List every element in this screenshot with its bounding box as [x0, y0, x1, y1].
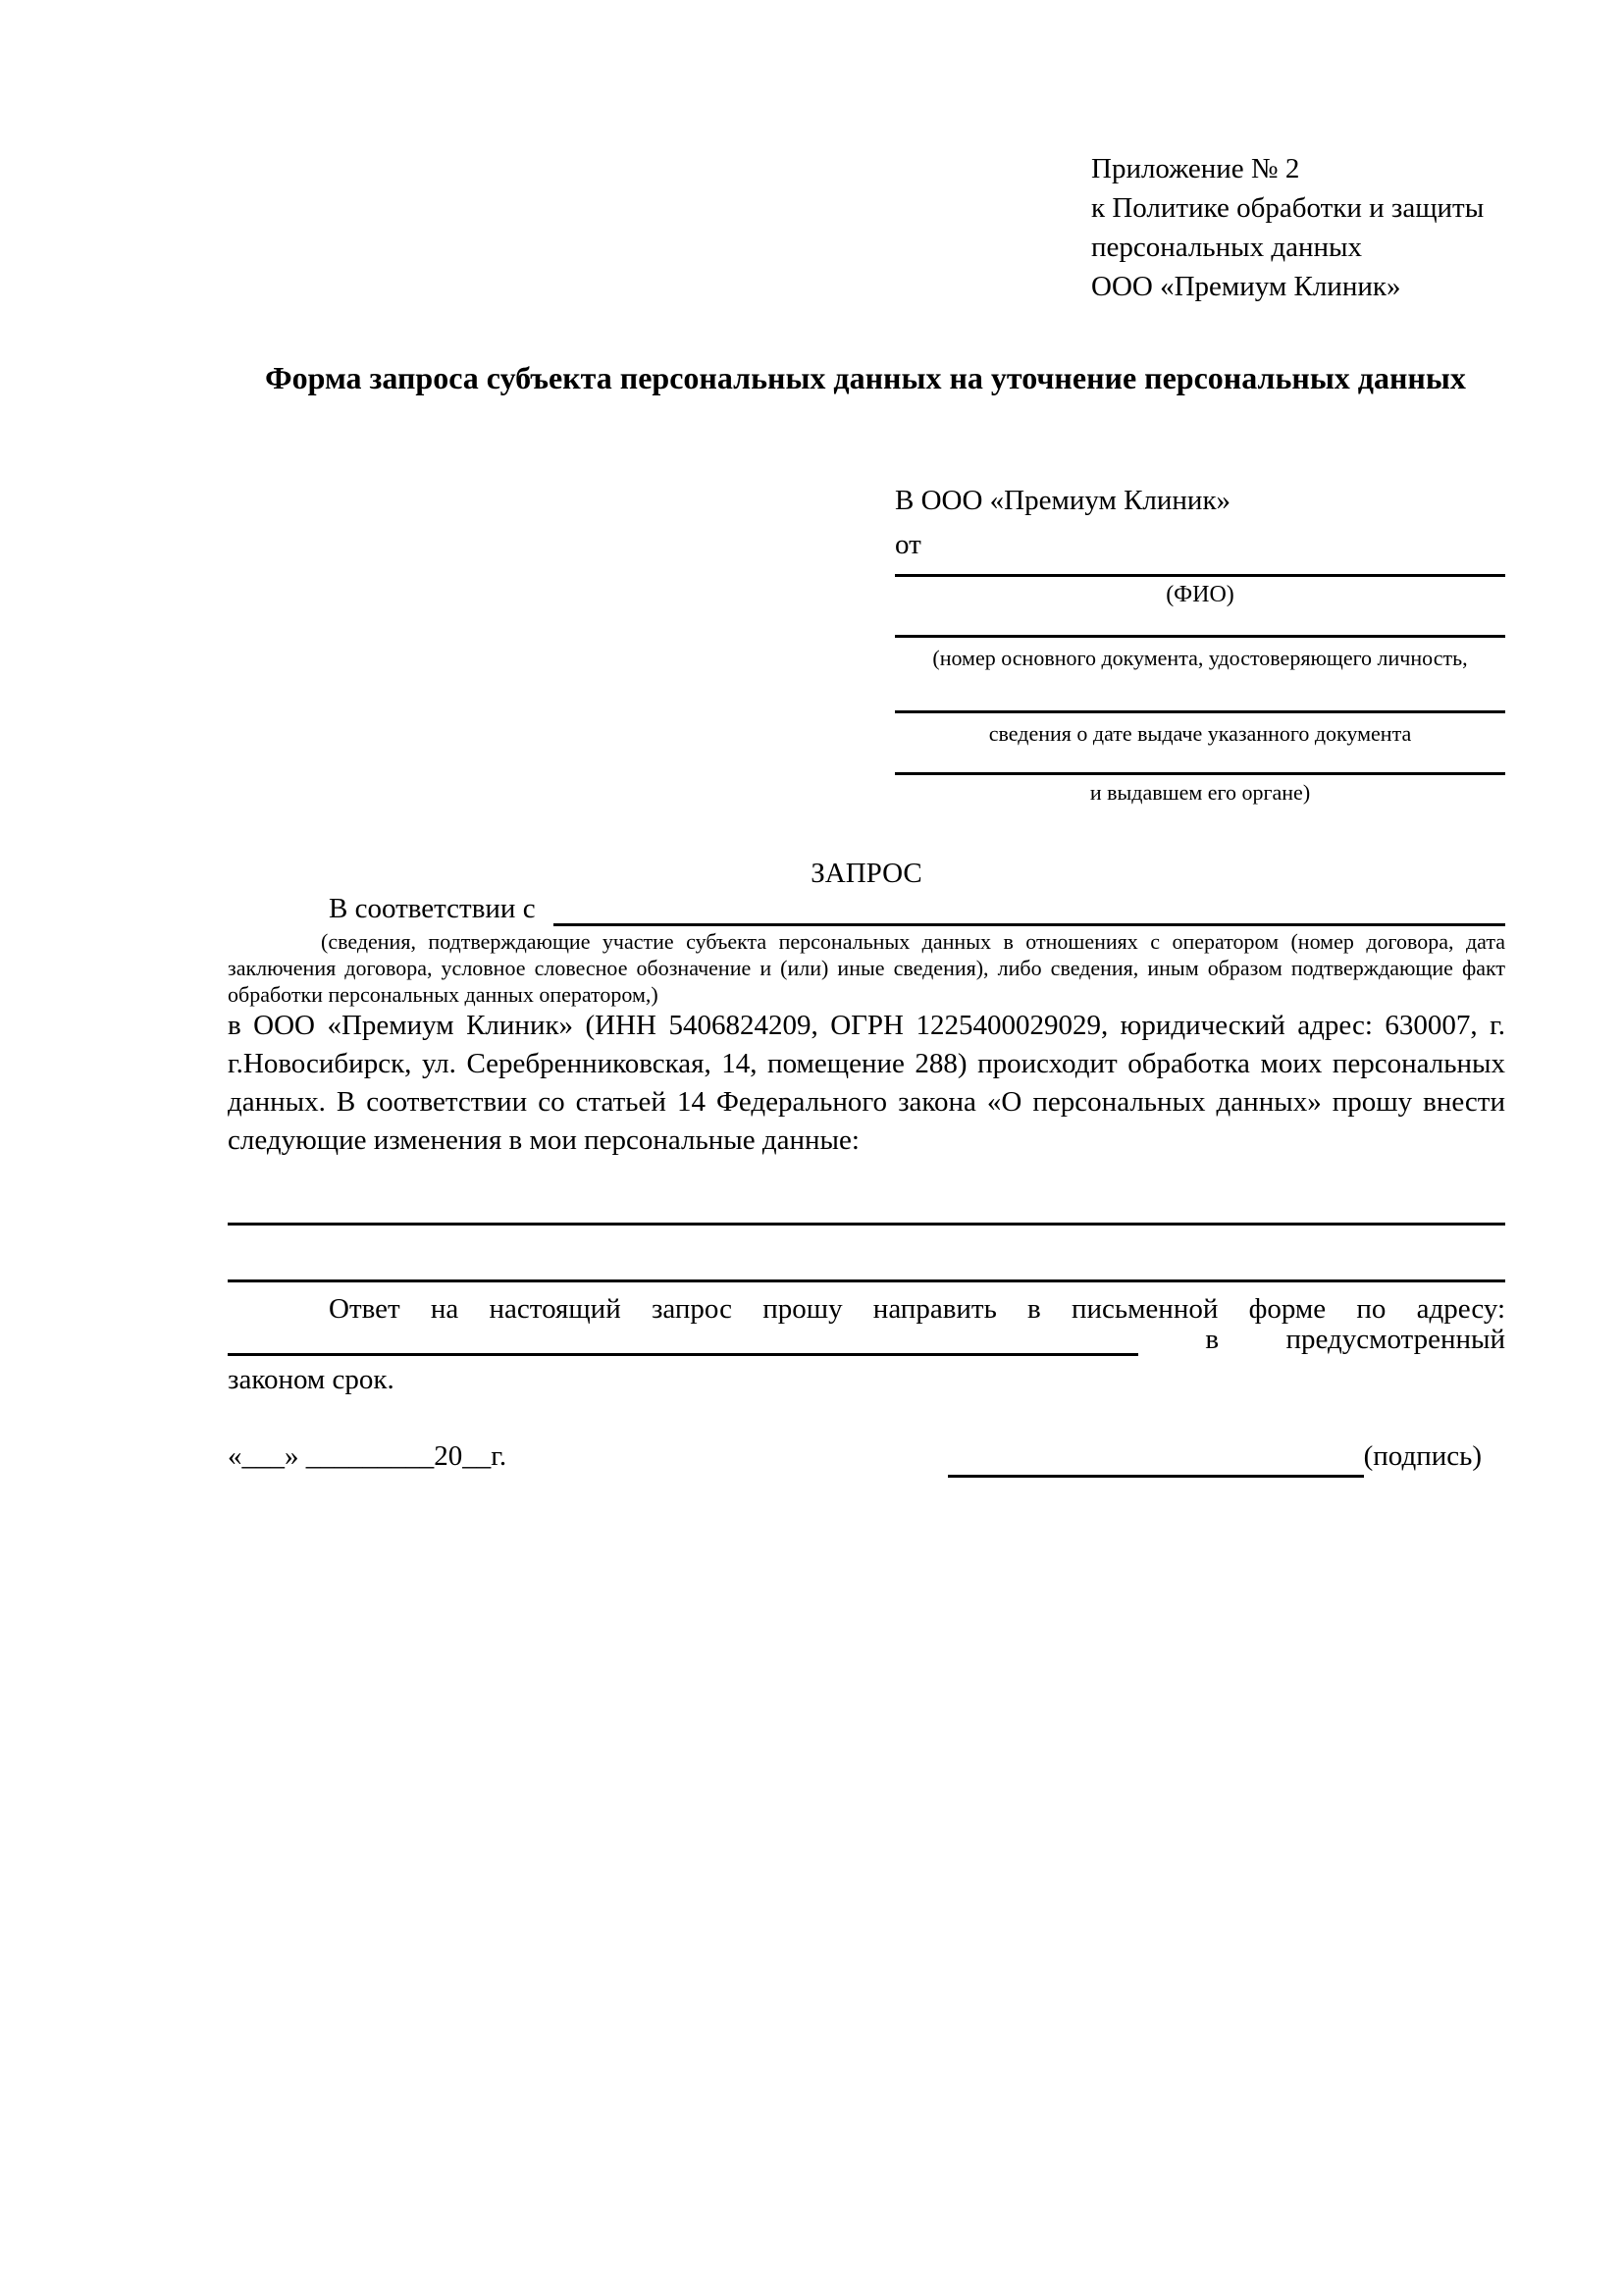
doc-caption-line-2: сведения о дате выдаче указанного документа	[988, 721, 1412, 746]
answer-intro-line: Ответ на настоящий запрос прошу направить в письменной форме по адресу:	[329, 1293, 1505, 1325]
annex-note	[1091, 149, 1543, 306]
date-blank: «___» _________20__г.	[228, 1440, 507, 1472]
signature-blank-line	[948, 1437, 1364, 1478]
doc-issuer-blank-line	[895, 772, 1505, 775]
request-heading: ЗАПРОС	[811, 858, 922, 889]
annex-note-line: к Политике обработки и защиты	[1091, 192, 1485, 224]
annex-note-line: ООО «Премиум Клиник»	[1091, 271, 1401, 302]
fio-blank-line	[895, 574, 1505, 577]
doc-issue-date-blank-line	[895, 710, 1505, 713]
basis-blank-line	[553, 891, 1505, 926]
answer-address-row	[228, 1319, 1505, 1356]
answer-tail-line: законом срок.	[228, 1364, 394, 1395]
signature-group	[948, 1435, 1505, 1478]
footer-row	[228, 1435, 1505, 1478]
changes-blank-line-1	[228, 1223, 1505, 1226]
request-intro-row	[228, 891, 1505, 926]
answer-word-2: предусмотренный	[1285, 1324, 1505, 1355]
doc-caption-line-1: (номер основного документа, удостоверяющего личность,	[932, 646, 1468, 670]
signature-caption: (подпись)	[1363, 1440, 1482, 1472]
form-title: Форма запроса субъекта персональных данных на уточнение персональных данных	[265, 360, 1466, 395]
doc-number-blank-line	[895, 635, 1505, 638]
request-body-paragraph: в ООО «Премиум Клиник» (ИНН 5406824209, ОГРН 1225400029029, юридический адрес: 630007, г. г.Новосибирск, ул. Серебренниковская, 14, помещение 288) происходит обработка моих персональных данных. В соответствии со статьей 14 Федерального закона «О персональных данных» прошу внести следующие изменения в мои персональные данные:	[228, 1010, 1505, 1156]
doc-caption-line-3: и выдавшем его органе)	[1089, 780, 1311, 805]
answer-word-1: в	[1205, 1324, 1220, 1355]
addressee-from-label: от	[895, 529, 921, 560]
addressee-block	[895, 485, 1505, 818]
annex-note-line: Приложение № 2	[1091, 153, 1300, 184]
request-intro-label: В соответствии с	[329, 893, 536, 924]
address-blank-line	[228, 1319, 1138, 1356]
changes-blank-line-2	[228, 1279, 1505, 1282]
addressee-to: В ООО «Премиум Клиник»	[895, 485, 1231, 516]
fine-print-note: (сведения, подтверждающие участие субъекта персональных данных в отношениях с оператором (номер договора, дата заключения договора, условное словесное обозначение и (или) иные сведения), либо сведения, иным образом подтверждающие факт обработки персональных данных оператором,)	[228, 929, 1505, 1007]
fio-caption: (ФИО)	[1166, 582, 1234, 607]
annex-note-line: персональных данных	[1091, 232, 1363, 263]
